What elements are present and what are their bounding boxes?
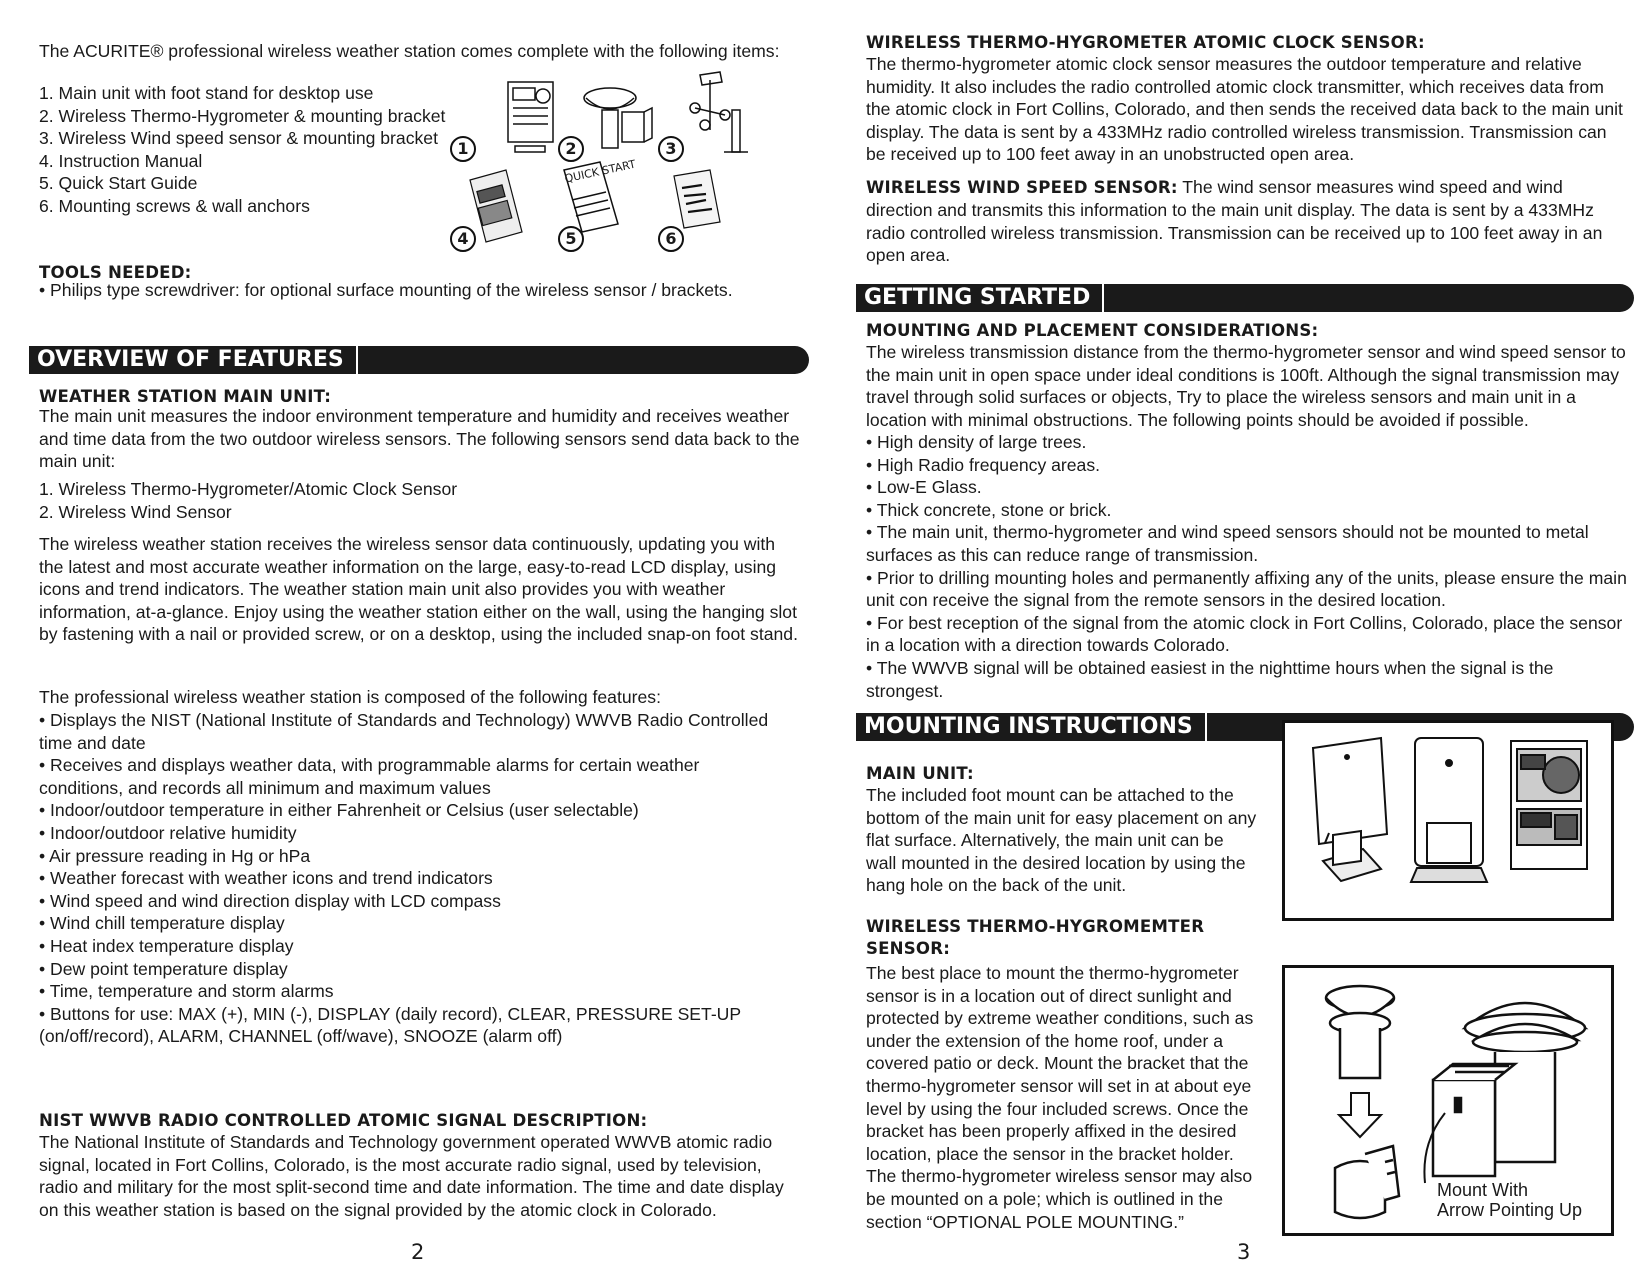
continuous-text: The wireless weather station receives the wireless sensor data continuously, updating you with the latest and most accurate weather information on the large, easy-to-read LCD display, using icons and trend indicators. The weather station main unit also provides you with weather information, at-a-glance. Enjoy using the weather station either on the wall, using the hanging slot by fastening with a nail or provided screw, or on a desktop, using the included snap-on foot stand. bbox=[39, 534, 798, 645]
nist-text: The National Institute of Standards and Technology government operated WWVB atomic radio signal, located in Fort Collins, Colorado, is the most accurate radio signal, used by television, radio and military for the most split-second time and date information. The time and date display on this weather station is based on the signal provided by the atomic clock in Colorado. bbox=[39, 1132, 784, 1220]
section-title: GETTING STARTED bbox=[856, 284, 1104, 312]
main-unit-mount-heading: MAIN UNIT: bbox=[866, 764, 974, 783]
list-item: 2. Wireless Wind Sensor bbox=[39, 501, 232, 522]
list-item: 2. Wireless Thermo-Hygrometer & mounting bracket bbox=[39, 105, 446, 126]
section-title: OVERVIEW OF FEATURES bbox=[29, 346, 358, 374]
list-item: • For best reception of the signal from the atomic clock in Fort Collins, Colorado, place the sensor in a location with a direction towards Colorado. bbox=[866, 612, 1623, 656]
hygro-heading: WIRELESS THERMO-HYGROMEMTER SENSOR: bbox=[866, 917, 1205, 958]
main-unit-mounting-figure bbox=[1282, 720, 1614, 921]
manual-icon bbox=[470, 170, 522, 242]
avoid-points-list bbox=[866, 431, 1634, 702]
intro-text: The ACURITE® professional wireless weather station comes complete with the following items: bbox=[39, 41, 780, 61]
thermo-hygrometer-icon bbox=[584, 88, 652, 148]
list-item: • Buttons for use: MAX (+), MIN (-), DISPLAY (daily record), CLEAR, PRESSURE SET-UP (on/off/record), ALARM, CHANNEL (off/wave), SNOOZE (alarm off) bbox=[39, 1003, 741, 1047]
page-number-left: 2 bbox=[411, 1240, 425, 1264]
list-item: • Prior to drilling mounting holes and permanently affixing any of the units, please ensure the main unit con receive the signal from the remote sensors in the desired location. bbox=[866, 567, 1627, 611]
list-item: • The main unit, thermo-hygrometer and wind speed sensors should not be mounted to metal surfaces as this can reduce range of transmission. bbox=[866, 522, 1589, 565]
list-item: • Weather forecast with weather icons and trend indicators bbox=[39, 868, 493, 889]
main-unit-icon bbox=[508, 82, 553, 152]
list-item: 1. Wireless Thermo-Hygrometer/Atomic Clock Sensor bbox=[39, 479, 458, 499]
figure-caption-line-2: Arrow Pointing Up bbox=[1437, 1200, 1583, 1220]
composed-text: The professional wireless weather station is composed of the following features: bbox=[39, 687, 661, 707]
items-illustration bbox=[460, 70, 800, 270]
list-item: • Indoor/outdoor temperature in either Fahrenheit or Celsius (user selectable) bbox=[39, 800, 639, 821]
list-item: • Dew point temperature display bbox=[39, 958, 288, 979]
list-item: • Time, temperature and storm alarms bbox=[39, 981, 334, 1002]
thermo-text: The thermo-hygrometer atomic clock sensor measures the outdoor temperature and relative humidity. It also includes the radio controlled atomic clock transmitter, which receives data from the atomic clock in Fort Collins, Colorado, and then sends the received data back to the main unit display. The data is sent by a 433MHz radio controlled wireless transmission. Transmission can be received up to 100 feet away in an unobstructed open area. bbox=[866, 54, 1623, 165]
tools-text: • Philips type screwdriver: for optional surface mounting of the wireless sensor / brackets. bbox=[39, 280, 733, 300]
mounted-sensor-icon bbox=[1433, 1003, 1585, 1176]
item-number-badge: 4 bbox=[450, 226, 476, 252]
wind-paragraph bbox=[866, 176, 1626, 267]
screws-bag-icon bbox=[674, 170, 720, 228]
list-item: 3. Wireless Wind speed sensor & mounting bracket bbox=[39, 128, 438, 149]
list-item: • Heat index temperature display bbox=[39, 935, 294, 956]
hygro-text: The best place to mount the thermo-hygrometer sensor is in a location out of direct sunlight and protected by extreme weather conditions, such as under the extension of the home roof, under a covered patio or deck. Mount the bracket that the thermo-hygrometer sensor will set in at about eye level by using the four included screws. Once the bracket has been properly affixed in the desired location, place the sensor in the bracket holder. The thermo-hygrometer wireless sensor may also be mounted on a pole; which is outlined in the section “OPTIONAL POLE MOUNTING.” bbox=[866, 963, 1254, 1232]
list-item: 6. Mounting screws & wall anchors bbox=[39, 195, 310, 216]
list-item: • Receives and displays weather data, with programmable alarms for certain weather conditions, and records all minimum and maximum values bbox=[39, 755, 700, 798]
wind-heading: WIRELESS WIND SPEED SENSOR: bbox=[866, 178, 1178, 197]
main-unit-back-tilted-icon bbox=[1313, 738, 1387, 881]
list-item: • Indoor/outdoor relative humidity bbox=[39, 822, 297, 843]
section-bar-overview bbox=[29, 346, 809, 374]
list-item: • Wind chill temperature display bbox=[39, 913, 285, 934]
main-unit-back-stand-icon bbox=[1411, 738, 1487, 882]
section-title: MOUNTING INSTRUCTIONS bbox=[856, 713, 1207, 741]
list-item: • High density of large trees. bbox=[866, 432, 1087, 452]
mounting-text: The wireless transmission distance from the thermo-hygrometer sensor and wind speed sensor to the main unit in open space under ideal conditions is 100ft. Although the signal transmission may travel through solid surfaces or objects, Try to place the wireless sensors and main unit in a location with minimal obstructions. The following points should be avoided if possible. bbox=[866, 342, 1626, 430]
main-unit-heading: WEATHER STATION MAIN UNIT: bbox=[39, 387, 332, 406]
list-item: 1. Main unit with foot stand for desktop use bbox=[39, 83, 374, 103]
list-item: • Air pressure reading in Hg or hPa bbox=[39, 845, 311, 866]
features-list bbox=[39, 709, 769, 1048]
thermo-heading: WIRELESS THERMO-HYGROMETER ATOMIC CLOCK SENSOR: bbox=[866, 33, 1425, 52]
sensor-list bbox=[39, 478, 799, 523]
list-item: • Wind speed and wind direction display with LCD compass bbox=[39, 890, 501, 911]
main-unit-mount-text: The included foot mount can be attached to the bottom of the main unit for easy placement on any flat surface. Alternatively, the main unit can be wall mounted in the desired location by using the hang hole on the back of the unit. bbox=[866, 785, 1257, 896]
list-item: 4. Instruction Manual bbox=[39, 150, 203, 171]
quick-start-label: QUICK START bbox=[563, 157, 637, 186]
item-number-badge: 3 bbox=[658, 136, 684, 162]
list-item: • Thick concrete, stone or brick. bbox=[866, 499, 1112, 520]
main-unit-text: The main unit measures the indoor environment temperature and humidity and receives weather and time data from the two outdoor wireless sensors. The following sensors send data back to the main unit: bbox=[39, 406, 800, 472]
page-number-right: 3 bbox=[1237, 1240, 1251, 1264]
figure-caption-line-1: Mount With bbox=[1437, 1180, 1529, 1200]
main-unit-front-icon bbox=[1511, 741, 1587, 869]
list-item: • Low-E Glass. bbox=[866, 477, 982, 498]
bracket-icon bbox=[1335, 1146, 1399, 1218]
tools-heading: TOOLS NEEDED: bbox=[39, 263, 192, 282]
mounting-heading: MOUNTING AND PLACEMENT CONSIDERATIONS: bbox=[866, 321, 1319, 340]
list-item: • The WWVB signal will be obtained easiest in the nighttime hours when the signal is the strongest. bbox=[866, 657, 1554, 701]
section-bar-getting-started bbox=[856, 284, 1634, 312]
list-item: 5. Quick Start Guide bbox=[39, 173, 198, 194]
item-number-badge: 6 bbox=[658, 226, 684, 252]
list-item: • High Radio frequency areas. bbox=[866, 454, 1101, 475]
items-list bbox=[39, 82, 459, 218]
hygrometer-mounting-figure bbox=[1282, 965, 1614, 1236]
item-number-badge: 1 bbox=[450, 136, 476, 162]
wind-text: The wind sensor measures wind speed and wind direction and transmits this information to the main unit display. The data is sent by a 433MHz radio controlled wireless transmission. Transmission can be received up to 100 feet away in an open area. bbox=[866, 177, 1603, 266]
item-number-badge: 5 bbox=[558, 226, 584, 252]
nist-heading: NIST WWVB RADIO CONTROLLED ATOMIC SIGNAL DESCRIPTION: bbox=[39, 1111, 648, 1130]
list-item: • Displays the NIST (National Institute of Standards and Technology) WWVB Radio Controlled time and date bbox=[39, 710, 769, 753]
item-number-badge: 2 bbox=[558, 136, 584, 162]
wind-sensor-icon bbox=[690, 72, 748, 152]
hygrometer-sensor-icon bbox=[1326, 986, 1394, 1078]
arrow-down-icon bbox=[1339, 1093, 1381, 1137]
